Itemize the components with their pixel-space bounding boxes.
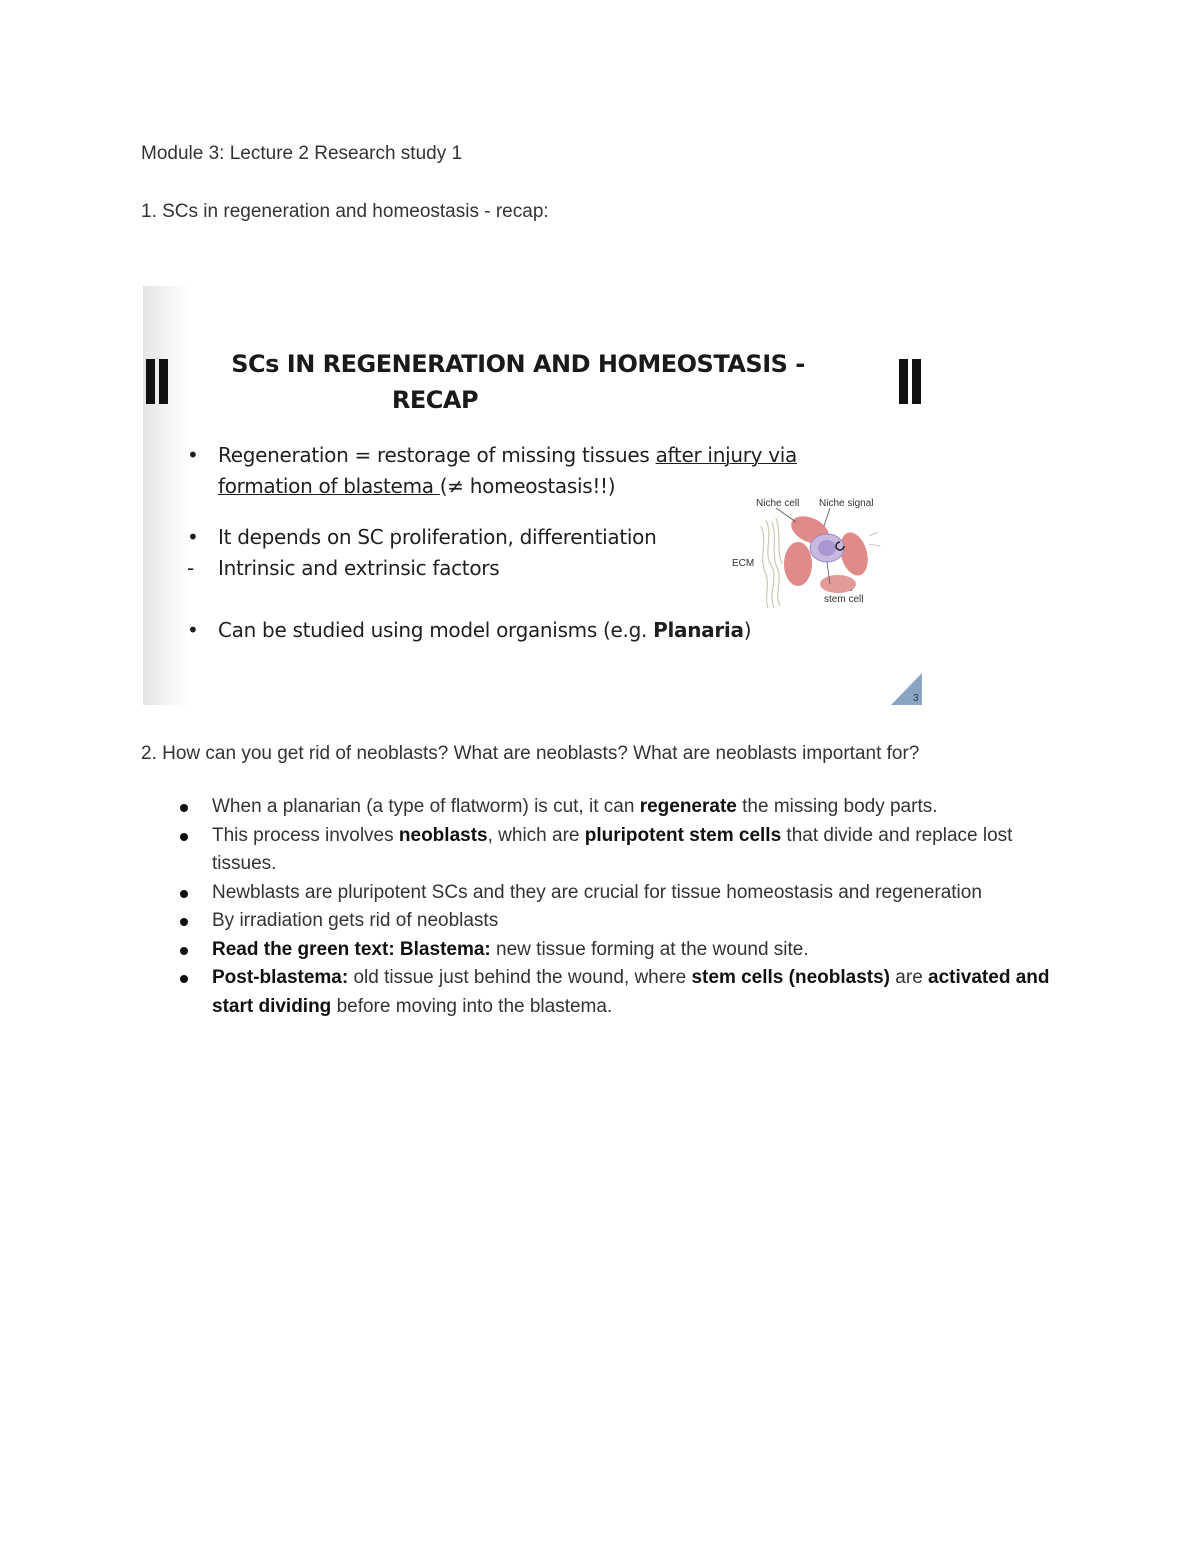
document-title: Module 3: Lecture 2 Research study 1	[141, 143, 463, 164]
slide-bullet-1-text-d: (≠ homeostasis!!)	[439, 474, 616, 498]
list-item-bold: Post-blastema:	[212, 967, 349, 988]
right-bars-icon	[899, 359, 921, 404]
list-item-text: old tissue just behind the wound, where	[348, 967, 692, 988]
list-item	[176, 936, 1056, 965]
question-1: 1. SCs in regeneration and homeostasis - recap:	[141, 201, 549, 222]
list-item-bold: neoblasts	[398, 824, 488, 846]
list-item-bold: Read the green text: Blastema:	[212, 938, 491, 960]
bullet-dot-icon	[180, 918, 188, 926]
list-item-text: new tissue forming at the wound site.	[490, 938, 809, 960]
list-item-text: before moving into the blastema.	[331, 995, 613, 1017]
bullet-dot-icon	[180, 833, 188, 841]
list-item-text: are	[890, 967, 929, 988]
question-2: 2. How can you get rid of neoblasts? What are neoblasts? What are neoblasts important for?	[141, 743, 920, 764]
answer-list	[176, 793, 1056, 1021]
slide-bullet-1-text-b: after injury via	[655, 443, 797, 467]
bullet-dot-icon	[180, 804, 188, 812]
bullet-marker: •	[187, 525, 199, 549]
list-item	[176, 907, 1056, 936]
slide-title-line-1: SCs IN REGENERATION AND HOMEOSTASIS -	[231, 350, 805, 378]
bullet-dot-icon	[180, 975, 188, 983]
slide-bullet-1-text-c: formation of blastema	[218, 474, 440, 498]
slide-corner-triangle	[891, 673, 922, 705]
slide-bullet-4-text-a: Can be studied using model organisms (e.g.	[218, 618, 654, 642]
list-item-text: When a planarian (a type of flatworm) is cut, it can	[212, 796, 640, 817]
bullet-marker: •	[187, 443, 199, 467]
left-bars-icon	[146, 359, 168, 404]
slide-left-shade	[143, 286, 189, 705]
stem-cell-niche-diagram	[726, 492, 896, 608]
list-item	[176, 879, 1056, 908]
bullet-dot-icon	[180, 947, 188, 955]
ecm-fibres-icon	[761, 518, 782, 608]
tissue-stem-cell-icon	[810, 534, 844, 562]
slide-number: 3	[913, 693, 919, 704]
list-item	[176, 964, 1056, 1021]
list-item-bold: pluripotent stem cells	[584, 824, 782, 846]
list-item-bold: stem cells (neoblasts)	[691, 967, 891, 988]
list-item-bold: regenerate	[639, 796, 737, 817]
list-item-text: that divide and replace lost tissues.	[212, 824, 1013, 874]
slide-bullet-4-text-b: Planaria	[653, 618, 744, 642]
list-item	[176, 793, 1056, 822]
dash-marker: -	[187, 556, 194, 580]
label-niche-signal: Niche signal	[819, 498, 874, 509]
lecture-slide	[143, 286, 922, 705]
label-ecm: ECM	[732, 558, 755, 569]
list-item-text: the missing body parts.	[736, 796, 938, 817]
list-item-text: Newblasts are pluripotent SCs and they are crucial for tissue homeostasis and regeneration	[212, 881, 982, 903]
slide-bullet-4-text-c: )	[743, 618, 752, 642]
list-item	[176, 822, 1056, 879]
list-item-text: , which are	[487, 824, 585, 846]
list-item-text: This process involves	[212, 824, 399, 846]
slide-title-line-2: RECAP	[391, 386, 479, 414]
list-item-bold: activated and start dividing	[212, 967, 1050, 1017]
label-niche-cell: Niche cell	[756, 498, 800, 509]
slide-bullet-1-text-a: Regeneration = restorage of missing tissues	[218, 443, 656, 467]
slide-bullet-2-text: It depends on SC proliferation, differentiation	[218, 525, 657, 549]
list-item-text: By irradiation gets rid of neoblasts	[212, 910, 499, 931]
bullet-dot-icon	[180, 890, 188, 898]
slide-bullet-3-text: Intrinsic and extrinsic factors	[218, 556, 500, 580]
bullet-marker: •	[187, 618, 199, 642]
label-stem-cell: stem cell	[824, 594, 864, 605]
